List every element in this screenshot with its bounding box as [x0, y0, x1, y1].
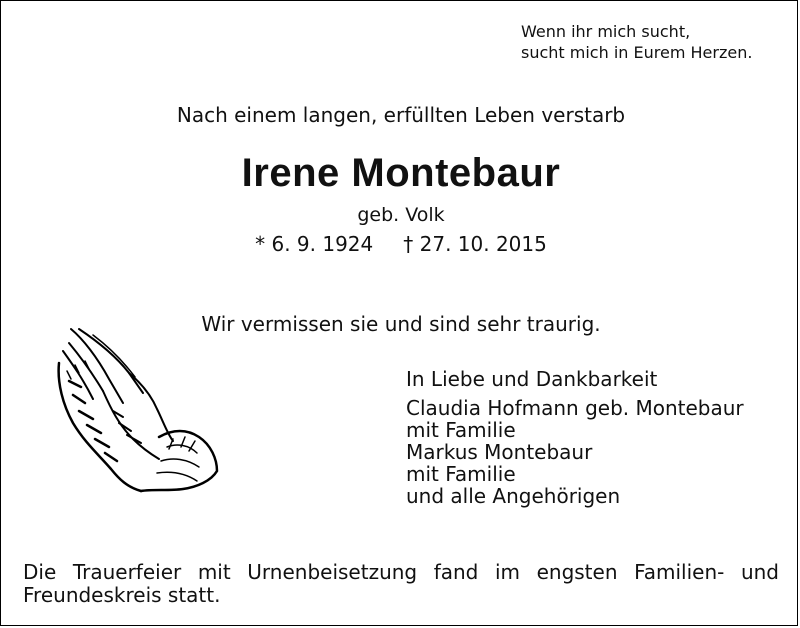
birth-date: * 6. 9. 1924	[255, 232, 374, 256]
mourner-line: mit Familie	[406, 462, 516, 486]
mourner-line: Claudia Hofmann geb. Montebaur	[406, 396, 744, 420]
mourners-heading: In Liebe und Dankbarkeit	[406, 367, 658, 391]
mourner-line: mit Familie	[406, 418, 516, 442]
missed-line: Wir vermissen sie und sind sehr traurig.	[201, 312, 601, 336]
life-dates	[1, 232, 798, 256]
maiden-name: geb. Volk	[357, 204, 445, 226]
death-date: † 27. 10. 2015	[403, 232, 547, 256]
mourners-block	[406, 368, 744, 507]
mourner-line: und alle Angehörigen	[406, 484, 621, 508]
motto-text: Wenn ihr mich sucht, sucht mich in Eurem Herzen.	[521, 22, 753, 62]
mourner-line: Markus Montebaur	[406, 440, 593, 464]
deceased-name: Irene Montebaur	[241, 151, 561, 195]
praying-hands-icon	[49, 321, 229, 496]
intro-line: Nach einem langen, erfüllten Leben verstarb	[176, 103, 626, 127]
funeral-note: Die Trauerfeier mit Urnenbeisetzung fand im engsten Familien- und Freundeskreis statt.	[23, 560, 779, 607]
